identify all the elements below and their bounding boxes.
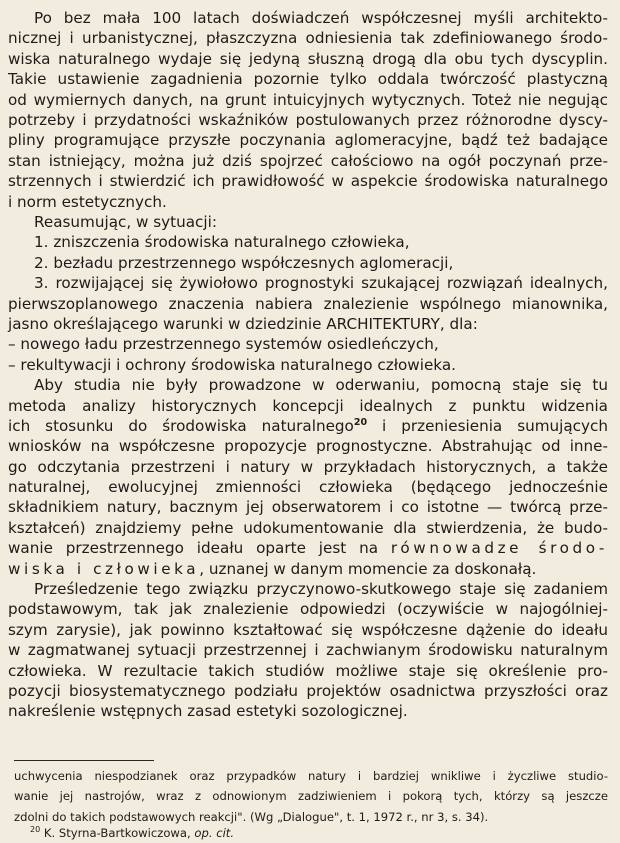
footnote-line: zdolni do takich podstawowych reakcji". (Wg „Dialogue", t. 1, 1972 r., nr 3, s. 34). (14, 809, 489, 824)
p4-line: pozycji biosystematycznego podziału projektów osadnictwa przyszłości oraz (8, 682, 608, 701)
footnote-divider (14, 760, 154, 761)
p1-line: potrzeby i przydatności wskaźników postulowanych przez różnorodne dyscy- (8, 110, 608, 129)
footnotes (14, 768, 608, 842)
p4-line: podstawowym, tak jak znalezienie odpowiedzi (oczywiście w najogólniej- (8, 600, 608, 619)
list-item-1: 1. zniszczenia środowiska naturalnego człowieka, (34, 233, 410, 252)
p4-line: nakreślenie wstępnych zasad estetyki sozologicznej. (8, 702, 408, 721)
p1-line: wiska naturalnego wydaje się jedyną słuszną drogą dla obu tych dyscyplin. (8, 49, 608, 68)
footnote-20 (14, 825, 608, 842)
p1-line: stan istniejący, można już dziś spojrzeć całościowo na ogół poczynań prze- (8, 151, 608, 170)
p4-line: Prześledzenie tego związku przyczynowo-skutkowego staje się zadaniem (34, 580, 608, 599)
p3-line: metoda analizy historycznych koncepcji idealnych z punktu widzenia (8, 396, 608, 415)
text-run: wanie przestrzennego ideału oparte jest na (8, 539, 391, 558)
footnote-citation: op. cit. (194, 826, 235, 841)
p2-line: pierwszoplanowego znaczenia nabiera znalezienie wspólnego mianownika, (8, 294, 608, 313)
p4-line: w zagmatwanej sytuacji przestrzennej i zachwianym środowisku naturalnym (8, 641, 608, 660)
p3-line: go odczytania przestrzeni i natury w przykładach historycznych, a także (8, 457, 608, 476)
p4-line: szym zarysie), jak powinno kształtować się współczesne dążenie do ideału (8, 620, 608, 639)
p4-line: człowieka. W rezultacie takich studiów możliwe staje się określenie pro- (8, 661, 608, 680)
text-run: ich stosunku do środowiska naturalnego (8, 416, 354, 435)
caps-word: ARCHITEKTURY (326, 314, 440, 333)
p1-line: strzennych i stwierdzić ich prawidłowość w aspekcie środowiska naturalnego (8, 172, 608, 191)
p2-line-caps (8, 314, 608, 334)
list-item-3: 3. rozwijającej się żywiołowo prognostyki szukającej rozwiązań idealnych, (34, 274, 608, 293)
p1-line: i norm estetycznych. (8, 192, 167, 211)
p3-line: kształceń) znajdziemy pełne udokumentowanie dla stwierdzenia, że budo- (8, 518, 608, 537)
footnote-number: 20 (30, 825, 41, 835)
p3-line-ref (8, 416, 608, 436)
p3-line (8, 559, 608, 579)
footnote-author: K. Styrna-Bartkowiczowa, (40, 826, 195, 841)
dash-item-1: – nowego ładu przestrzennego systemów osiedleńczych, (8, 335, 439, 354)
spaced-text: wiska i człowieka (8, 559, 200, 578)
p1-line: pliny programujące przyszłe poczynania aglomeracyjne, bądź też badające (8, 131, 608, 150)
footnote-line: wanie jej nastrojów, wraz z odnowionym zadziwieniem i pokorą tych, którzy są jeszcze (14, 789, 608, 804)
p3-line: naturalnej, ewolucyjnej zmienności człowieka (będącego jednocześnie (8, 478, 608, 497)
p1-line: nicznej i urbanistycznej, płaszczyzna odniesienia tak zdefiniowanego środo- (8, 29, 608, 48)
text-run: jasno określającego warunki w dziedzinie (8, 314, 322, 333)
dash-item-2: – rekultywacji i ochrony środowiska naturalnego człowieka. (8, 355, 456, 374)
p1-line: Takie ustawienie zagadnienia pozornie tylko oddala twórczość plastyczną (8, 70, 608, 89)
spaced-text: równowadze środo- (390, 539, 608, 558)
text-run: i przeniesienia sumujących (367, 416, 608, 435)
p3-line: wniosków na współczesne propozycje prognostyczne. Abstrahując od inne- (8, 437, 608, 456)
footnote-line: uchwycenia niespodzianek oraz przypadków natury i bardziej wnikliwe i życzliwe studio- (14, 769, 608, 783)
footnote-ref-20: 20 (353, 416, 368, 428)
list-item-2: 2. bezładu przestrzennego współczesnych aglomeracji, (34, 253, 454, 272)
p3-line: Aby studia nie były prowadzone w oderwaniu, pomocną staje się tu (34, 376, 608, 395)
p1-line: Po bez mała 100 latach doświadczeń współczesnej myśli architekto- (34, 9, 608, 27)
main-text (8, 8, 608, 722)
p1-line: od wymiernych danych, na grunt intuicyjnych wytycznych. Toteż nie negując (8, 90, 608, 109)
text-run: , uznanej w danym momencie za doskonałą. (199, 559, 537, 578)
p2-intro: Reasumując, w sytuacji: (34, 212, 217, 231)
p3-line: składnikiem natury, bacznym jej obserwatorem i co istotne — twórcą prze- (8, 498, 608, 517)
text-run: , dla: (439, 314, 478, 333)
p3-line (8, 538, 608, 558)
